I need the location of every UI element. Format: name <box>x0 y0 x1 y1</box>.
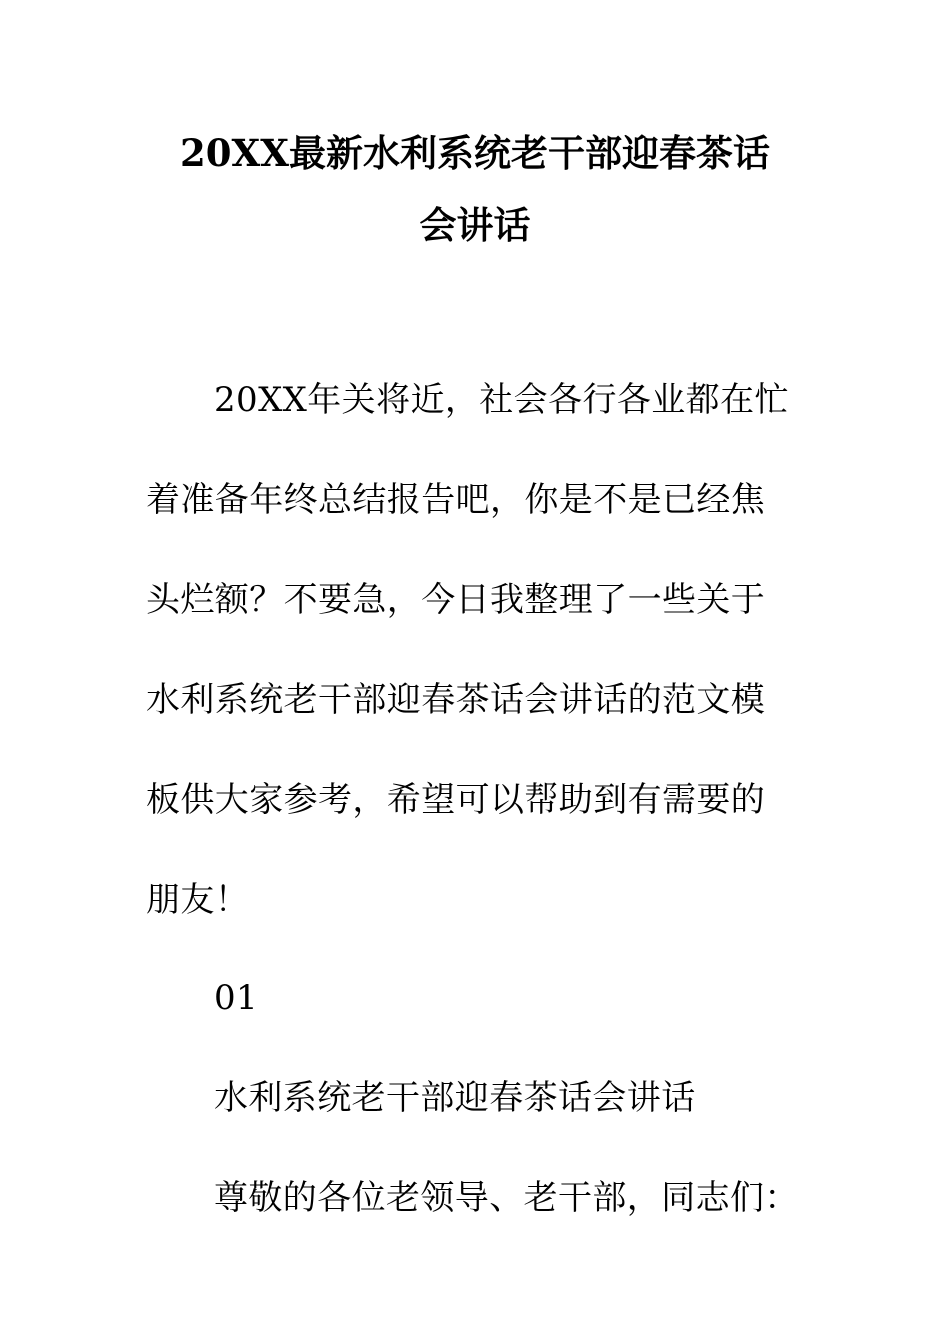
salutation: 尊敬的各位老领导、老干部，同志们： <box>214 1178 799 1218</box>
document-title-line-1: 20XX最新水利系统老干部迎春茶话 <box>180 131 770 175</box>
intro-paragraph-line: 头烂额？不要急，今日我整理了一些关于 <box>146 580 766 620</box>
intro-paragraph-line: 着准备年终总结报告吧，你是不是已经焦 <box>146 480 766 520</box>
intro-paragraph-line: 板供大家参考，希望可以帮助到有需要的 <box>146 780 766 820</box>
intro-paragraph-line: 朋友！ <box>146 880 250 920</box>
intro-paragraph-line: 20XX年关将近，社会各行各业都在忙 <box>214 380 789 420</box>
section-title: 水利系统老干部迎春茶话会讲话 <box>214 1078 696 1118</box>
section-number: 01 <box>214 978 259 1018</box>
intro-paragraph-line: 水利系统老干部迎春茶话会讲话的范文模 <box>146 680 766 720</box>
document-title-line-2: 会讲话 <box>419 203 531 247</box>
